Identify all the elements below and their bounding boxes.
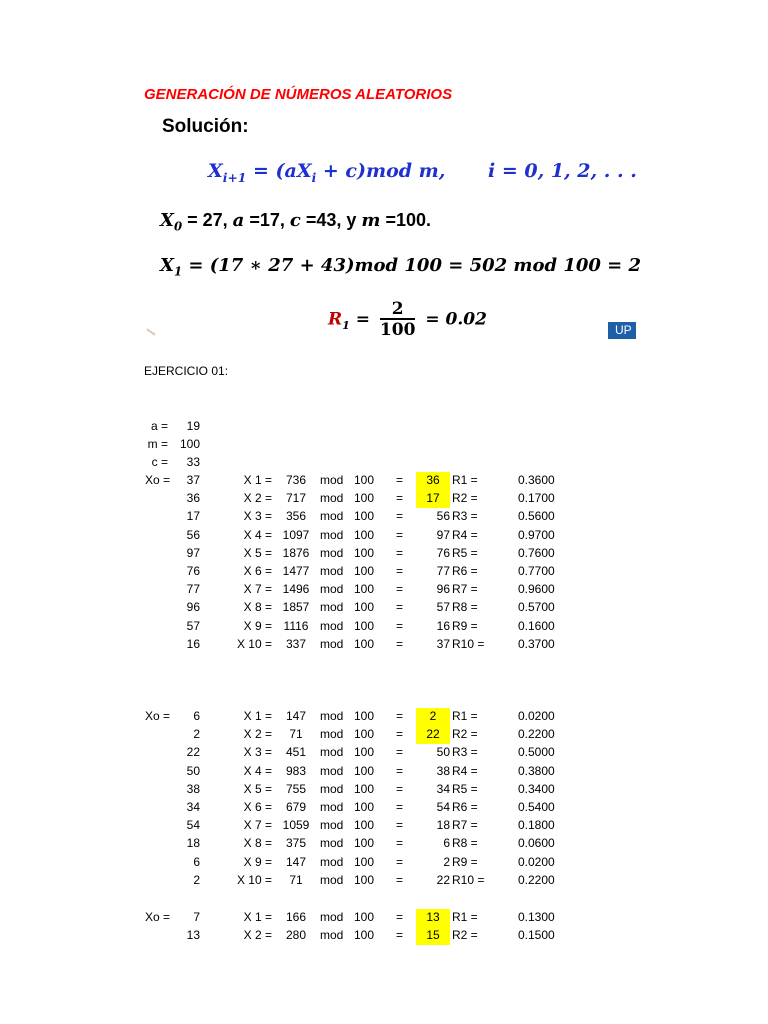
equals-sign: = [396,818,404,832]
equals-sign: = [396,564,404,578]
equals-sign: = [396,745,404,759]
x1-lhs: X [160,255,174,276]
formula-lhs: X [208,160,223,182]
x-value: 1059 [282,818,310,832]
seed-value: 97 [186,546,200,560]
r1-numerator: 2 [380,300,416,320]
r-label: R3 = [452,509,478,523]
mod-value: 100 [354,582,375,596]
formula-lhs-sub: i+1 [222,169,247,185]
x-label: X 1 = [243,709,272,723]
r-label: R1 = [452,473,478,487]
equals-sign: = [396,782,404,796]
seed-value: 7 [193,910,200,924]
mod-value: 100 [354,910,375,924]
x-label: X 1 = [243,473,272,487]
x-label: X 2 = [243,727,272,741]
equals-sign: = [396,509,404,523]
seed-value: 18 [186,836,200,850]
r-label: R8 = [452,836,478,850]
x1-calculation [160,255,641,279]
seed-value: 54 [186,818,200,832]
mod-result: 97 [436,528,450,542]
x-label: X 6 = [243,800,272,814]
seed-value: 38 [186,782,200,796]
r-label: R5 = [452,782,478,796]
x-label: X 10 = [236,873,272,887]
mod-operator: mod [320,564,344,578]
seed-value: 76 [186,564,200,578]
mod-result: 16 [436,619,450,633]
mod-result: 37 [436,637,450,651]
r-value: 0.1800 [518,818,555,832]
x-value: 451 [285,745,307,759]
r-value: 0.3400 [518,782,555,796]
r-value: 0.3700 [518,637,555,651]
mod-result: 96 [436,582,450,596]
x-value: 147 [285,855,307,869]
r-value: 0.3600 [518,473,555,487]
equals-sign: = [396,764,404,778]
r1-calculation [328,300,487,340]
r-value: 0.5600 [518,509,555,523]
x-label: X 4 = [243,528,272,542]
r-value: 0.2200 [518,727,555,741]
equals-sign: = [396,582,404,596]
x-value: 1116 [283,619,309,633]
param-x0: X [160,210,174,231]
r-label: R5 = [452,546,478,560]
mod-operator: mod [320,764,344,778]
mod-operator: mod [320,546,344,560]
mod-result: 36 [416,472,450,490]
mod-operator: mod [320,782,344,796]
r-value: 0.5700 [518,600,555,614]
mod-operator: mod [320,873,344,887]
x-label: X 10 = [236,637,272,651]
seed-value: 6 [193,855,200,869]
seed-value: 22 [186,745,200,759]
param-m: m [361,210,381,231]
r1-result: = 0.02 [419,309,487,330]
constant-value: 33 [186,455,200,469]
seed-value: 17 [186,509,200,523]
equals-sign: = [396,491,404,505]
x-value: 1477 [282,564,310,578]
x-value: 736 [285,473,307,487]
r-value: 0.1700 [518,491,555,505]
r-label: R2 = [452,491,478,505]
mod-result: 50 [436,745,450,759]
x-value: 1496 [282,582,310,596]
equals-sign: = [396,727,404,741]
mod-value: 100 [354,509,375,523]
x-label: X 1 = [243,910,272,924]
r1-lhs: R [328,309,343,330]
r1-eq: = [349,309,376,330]
mod-value: 100 [354,564,375,578]
mod-value: 100 [354,928,375,942]
r-value: 0.9700 [518,528,555,542]
x1-rhs: = (17 ∗ 27 + 43)mod 100 = 502 mod 100 = 2 [182,255,642,276]
mod-result: 38 [436,764,450,778]
r-label: R8 = [452,600,478,614]
x-value: 755 [285,782,307,796]
r1-fraction [380,300,416,340]
r-label: R7 = [452,818,478,832]
x-value: 280 [285,928,307,942]
mod-value: 100 [354,764,375,778]
x-label: X 3 = [243,745,272,759]
r1-lhs-sub: 1 [342,318,350,332]
mod-operator: mod [320,855,344,869]
mod-operator: mod [320,745,344,759]
mod-operator: mod [320,582,344,596]
mod-operator: mod [320,528,344,542]
equals-sign: = [396,546,404,560]
formula-xi-sub: i [311,169,317,185]
x-label: X 5 = [243,782,272,796]
x-label: X 7 = [243,582,272,596]
r-label: R1 = [452,709,478,723]
mod-operator: mod [320,600,344,614]
mod-result: 22 [436,873,450,887]
mod-value: 100 [354,709,375,723]
mod-result: 22 [416,726,450,744]
seed-value: 57 [186,619,200,633]
mod-operator: mod [320,910,344,924]
mod-value: 100 [354,546,375,560]
xo-label: Xo = [145,709,171,723]
x-value: 356 [285,509,307,523]
r-label: R2 = [452,727,478,741]
mod-operator: mod [320,709,344,723]
x-label: X 9 = [243,619,272,633]
mod-operator: mod [320,818,344,832]
equals-sign: = [396,528,404,542]
param-x0-val: = 27, [182,210,233,230]
r-value: 0.0600 [518,836,555,850]
r-value: 0.5400 [518,800,555,814]
mod-value: 100 [354,818,375,832]
constant-label: c = [151,455,168,469]
mod-operator: mod [320,491,344,505]
mod-operator: mod [320,473,344,487]
mod-value: 100 [354,727,375,741]
r-value: 0.5000 [518,745,555,759]
x-value: 1876 [282,546,310,560]
decorative-mark [146,328,155,335]
equals-sign: = [396,800,404,814]
r-label: R7 = [452,582,478,596]
r-label: R4 = [452,764,478,778]
mod-result: 2 [416,708,450,726]
r1-denominator: 100 [379,320,416,340]
mod-value: 100 [354,637,375,651]
equals-sign: = [396,855,404,869]
x-label: X 2 = [243,928,272,942]
x-value: 71 [289,873,303,887]
r-value: 0.9600 [518,582,555,596]
param-a: a [232,210,245,231]
r-label: R9 = [452,619,478,633]
x-label: X 4 = [243,764,272,778]
mod-value: 100 [354,782,375,796]
mod-value: 100 [354,619,375,633]
x-value: 679 [285,800,307,814]
constant-label: m = [147,437,168,451]
page-title: GENERACIÓN DE NÚMEROS ALEATORIOS [144,86,453,103]
x-label: X 3 = [243,509,272,523]
r-value: 0.1500 [518,928,555,942]
x1-lhs-sub: 1 [173,264,183,279]
param-a-val: =17, [244,210,290,230]
mod-result: 56 [436,509,450,523]
formula-eq-mid: + c)mod m, [316,160,446,182]
equals-sign: = [396,873,404,887]
mod-operator: mod [320,800,344,814]
x-value: 166 [285,910,307,924]
seed-value: 37 [186,473,200,487]
equals-sign: = [396,928,404,942]
seed-value: 77 [186,582,200,596]
mod-result: 13 [416,909,450,927]
r-label: R9 = [452,855,478,869]
x-value: 717 [285,491,307,505]
equals-sign: = [396,600,404,614]
x-label: X 2 = [243,491,272,505]
r-label: R4 = [452,528,478,542]
equals-sign: = [396,709,404,723]
seed-value: 50 [186,764,200,778]
equals-sign: = [396,637,404,651]
mod-value: 100 [354,855,375,869]
xo-label: Xo = [145,473,171,487]
x-value: 983 [285,764,307,778]
equals-sign: = [396,473,404,487]
seed-value: 36 [186,491,200,505]
mod-operator: mod [320,637,344,651]
x-value: 375 [285,836,307,850]
equals-sign: = [396,836,404,850]
param-c: c [289,210,301,231]
mod-result: 17 [416,490,450,508]
x-label: X 9 = [243,855,272,869]
constant-value: 100 [179,437,200,451]
mod-result: 54 [436,800,450,814]
mod-result: 6 [443,836,450,850]
r-value: 0.1600 [518,619,555,633]
x-value: 71 [289,727,303,741]
mod-value: 100 [354,800,375,814]
r-value: 0.7700 [518,564,555,578]
parameters-line [160,210,431,234]
seed-value: 16 [186,637,200,651]
mod-value: 100 [354,836,375,850]
r-label: R3 = [452,745,478,759]
param-x0-sub: 0 [173,219,183,234]
mod-value: 100 [354,873,375,887]
mod-result: 34 [436,782,450,796]
x-value: 337 [285,637,307,651]
mod-value: 100 [354,491,375,505]
mod-result: 18 [436,818,450,832]
x-label: X 6 = [243,564,272,578]
mod-result: 57 [436,600,450,614]
mod-operator: mod [320,619,344,633]
x-value: 1857 [282,600,310,614]
seed-value: 34 [186,800,200,814]
mod-value: 100 [354,600,375,614]
equals-sign: = [396,910,404,924]
mod-operator: mod [320,928,344,942]
param-m-val: =100. [380,210,431,230]
mod-value: 100 [354,528,375,542]
solution-heading: Solución: [162,116,249,137]
x-label: X 8 = [243,600,272,614]
seed-value: 96 [186,600,200,614]
r-label: R10 = [452,637,485,651]
formula-indices: i = 0, 1, 2, . . . [488,160,637,182]
formula-eq-left: = (aX [246,160,312,182]
x-label: X 5 = [243,546,272,560]
r-label: R6 = [452,564,478,578]
seed-value: 2 [193,873,200,887]
corner-badge: UP [608,322,636,339]
constant-value: 19 [186,419,200,433]
r-value: 0.7600 [518,546,555,560]
x-label: X 8 = [243,836,272,850]
r-value: 0.1300 [518,910,555,924]
r-value: 0.2200 [518,873,555,887]
param-c-val: =43, y [300,210,362,230]
x-value: 147 [285,709,307,723]
constant-label: a = [150,419,168,433]
mod-operator: mod [320,836,344,850]
r-value: 0.0200 [518,855,555,869]
mod-result: 77 [436,564,450,578]
mod-result: 15 [416,927,450,945]
r-label: R1 = [452,910,478,924]
x-value: 1097 [282,528,310,542]
lcg-formula [208,160,637,185]
mod-result: 2 [443,855,450,869]
mod-operator: mod [320,509,344,523]
r-value: 0.0200 [518,709,555,723]
xo-label: Xo = [145,910,171,924]
exercise-label: EJERCICIO 01: [144,364,229,378]
mod-value: 100 [354,473,375,487]
r-value: 0.3800 [518,764,555,778]
r-label: R6 = [452,800,478,814]
equals-sign: = [396,619,404,633]
mod-operator: mod [320,727,344,741]
mod-result: 76 [436,546,450,560]
r-label: R2 = [452,928,478,942]
r-label: R10 = [452,873,485,887]
seed-value: 13 [186,928,200,942]
mod-value: 100 [354,745,375,759]
x-label: X 7 = [243,818,272,832]
seed-value: 6 [193,709,200,723]
seed-value: 56 [186,528,200,542]
seed-value: 2 [193,727,200,741]
